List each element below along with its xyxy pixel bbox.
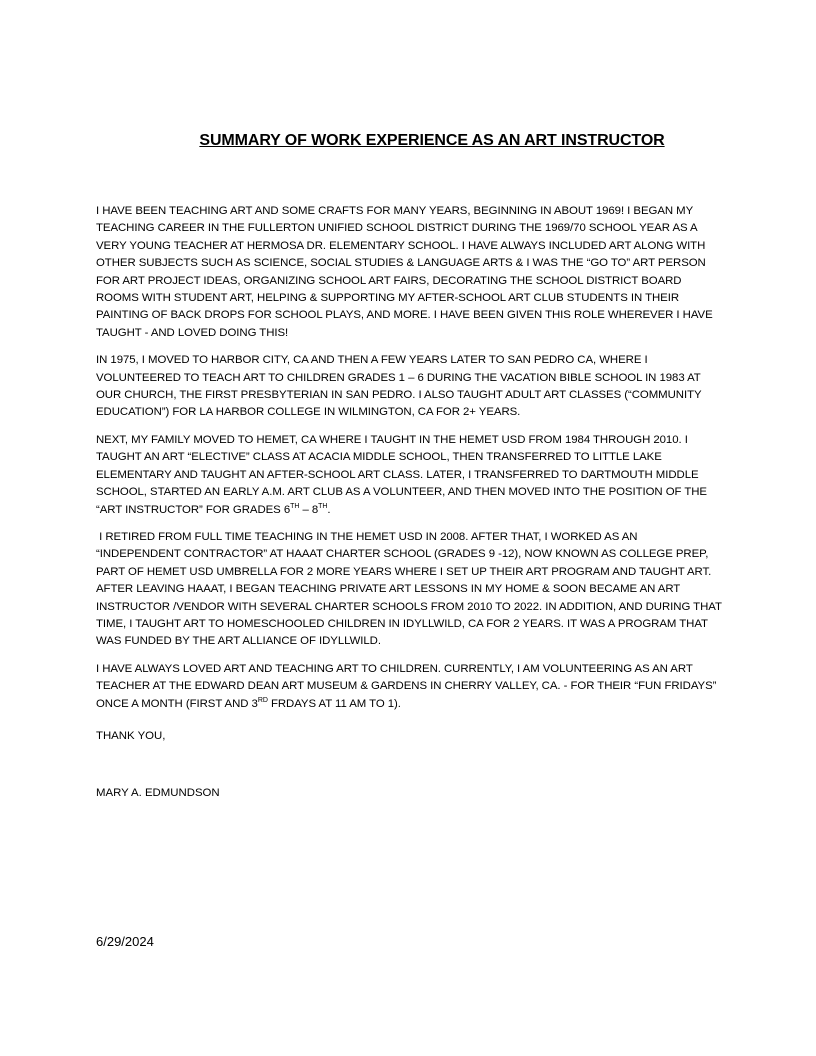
superscript-th-2: TH (318, 502, 328, 510)
superscript-th-1: TH (290, 502, 300, 510)
document-date: 6/29/2024 (96, 934, 154, 949)
paragraph-current-end: FRDAYS AT 11 AM TO 1). (267, 697, 401, 710)
paragraph-current-text: I HAVE ALWAYS LOVED ART AND TEACHING ART TO CHILDREN. CURRENTLY, I AM VOLUNTEERING AS AN ART TEACHER AT THE EDWARD DEAN ART MUSEUM & GARDENS IN CHERRY VALLEY, CA. - FOR THEIR “FUN FRIDAYS” ONCE A MONTH (FIRST AND 3 (96, 662, 717, 710)
document-title: SUMMARY OF WORK EXPERIENCE AS AN ART INSTRUCTOR (199, 132, 665, 149)
paragraph-hemet-text: NEXT, MY FAMILY MOVED TO HEMET, CA WHERE I TAUGHT IN THE HEMET USD FROM 1984 THROUGH 2010. I TAUGHT AN ART “ELECTIVE” CLASS AT ACACIA MIDDLE SCHOOL, THEN TRANSFERRED TO LITTLE LAKE ELEMENTARY AND TAUGHT AN AFTER-SCHOOL ART CLASS. LATER, I TRANSFERRED TO DARTMOUTH MIDDLE SCHOOL, STARTED AN EARLY A.M. ART CLUB AS A VOLUNTEER, AND THEN MOVED INTO THE POSITION OF THE “ART INSTRUCTOR” FOR GRADES 6 (96, 433, 707, 516)
paragraph-current (96, 661, 724, 713)
paragraph-retirement: I RETIRED FROM FULL TIME TEACHING IN THE HEMET USD IN 2008. AFTER THAT, I WORKED AS AN “INDEPENDENT CONTRACTOR” AT HAAAT CHARTER SCHOOL (GRADES 9 -12), NOW KNOWN AS COLLEGE PREP, PART OF HEMET USD UMBRELLA FOR 2 MORE YEARS WHERE I SET UP THEIR ART PROGRAM AND TAUGHT ART. AFTER LEAVING HAAAT, I BEGAN TEACHING PRIVATE ART LESSONS IN MY HOME & SOON BECAME AN ART INSTRUCTOR /VENDOR WITH SEVERAL CHARTER SCHOOLS FROM 2010 TO 2022. IN ADDITION, AND DURING THAT TIME, I TAUGHT ART TO HOMESCHOOLED CHILDREN IN IDYLLWILD, CA FOR 2 YEARS. IT WAS A PROGRAM THAT WAS FUNDED BY THE ART ALLIANCE OF IDYLLWILD. (96, 530, 725, 648)
document-body (96, 203, 724, 723)
superscript-rd: RD (257, 696, 268, 704)
paragraph-hemet (96, 432, 724, 519)
paragraph-harbor-city: IN 1975, I MOVED TO HARBOR CITY, CA AND THEN A FEW YEARS LATER TO SAN PEDRO CA, WHERE I VOLUNTEERED TO TEACH ART TO CHILDREN GRADES 1 – 6 DURING THE VACATION BIBLE SCHOOL IN 1983 AT OUR CHURCH, THE FIRST PRESBYTERIAN IN SAN PEDRO. I ALSO TAUGHT ADULT ART CLASSES (“COMMUNITY EDUCATION”) FOR LA HARBOR COLLEGE IN WILMINGTON, CA FOR 2+ YEARS. (96, 354, 702, 419)
paragraph-hemet-between: – 8 (299, 503, 319, 516)
signature-name: MARY A. EDMUNDSON (96, 787, 220, 799)
closing-line: THANK YOU, (96, 730, 166, 742)
paragraph-hemet-end: . (327, 503, 331, 516)
paragraph-early-career: I HAVE BEEN TEACHING ART AND SOME CRAFTS FOR MANY YEARS, BEGINNING IN ABOUT 1969! I BEGAN MY TEACHING CAREER IN THE FULLERTON UNIFIED SCHOOL DISTRICT DURING THE 1969/70 SCHOOL YEAR AS A VERY YOUNG TEACHER AT HERMOSA DR. ELEMENTARY SCHOOL. I HAVE ALWAYS INCLUDED ART ALONG WITH OTHER SUBJECTS SUCH AS SCIENCE, SOCIAL STUDIES & LANGUAGE ARTS & I WAS THE “GO TO” ART PERSON FOR ART PROJECT IDEAS, ORGANIZING SCHOOL ART FAIRS, DECORATING THE SCHOOL DISTRICT BOARD ROOMS WITH STUDENT ART, HELPING & SUPPORTING MY AFTER-SCHOOL ART CLUB STUDENTS IN THEIR PAINTING OF BACK DROPS FOR SCHOOL PLAYS, AND MORE. I HAVE BEEN GIVEN THIS ROLE WHEREVER I HAVE TAUGHT - AND LOVED DOING THIS! (96, 205, 713, 339)
